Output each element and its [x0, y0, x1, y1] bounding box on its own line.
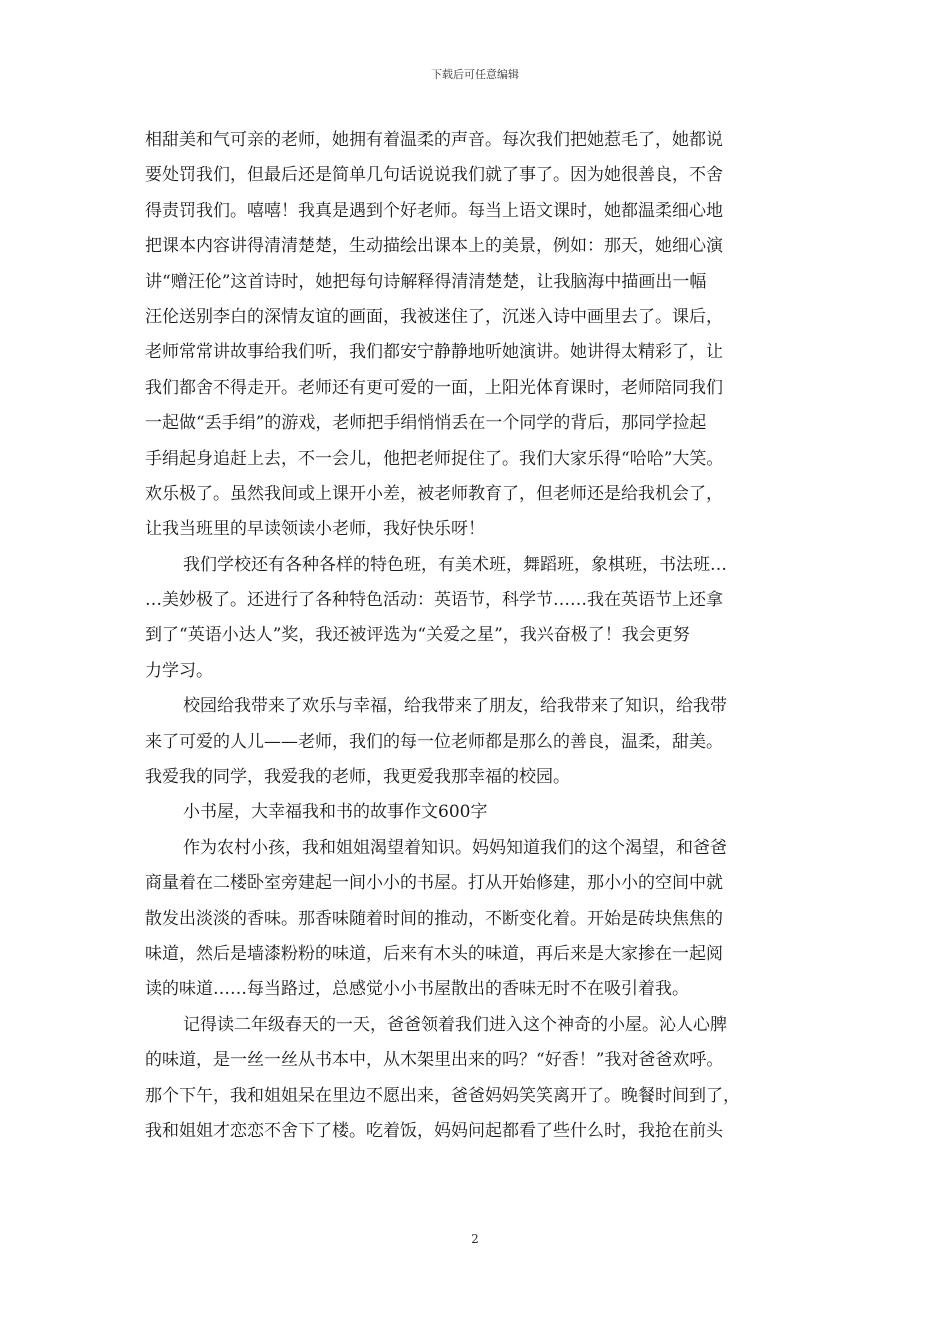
text-line: 我们学校还有各种各样的特色班，有美术班，舞蹈班，象棋班，书法班…	[183, 554, 727, 575]
text-line: 小书屋，大幸福我和书的故事作文600字	[183, 802, 488, 823]
text-line: 散发出淡淡的香味。那香味随着时间的推动，不断变化着。开始是砖块焦焦的	[145, 908, 723, 929]
text-line: 来了可爱的人儿——老师，我们的每一位老师都是那么的善良，温柔，甜美。	[145, 731, 723, 752]
text-line: 要处罚我们，但最后还是简单几句话说说我们就了事了。因为她很善良，不舍	[145, 165, 723, 186]
document-body	[145, 123, 810, 1149]
text-line: 我和姐姐才恋恋不舍下了楼。吃着饭，妈妈问起都看了些什么时，我抢在前头	[145, 1120, 723, 1141]
page-header: 下载后可任意编辑	[431, 68, 519, 81]
text-line: 的味道，是一丝一丝从书本中，从木架里出来的吗？“好香！”我对爸爸欢呼。	[145, 1050, 724, 1071]
text-line: 作为农村小孩，我和姐姐渴望着知识。妈妈知道我们的这个渴望，和爸爸	[183, 837, 727, 858]
text-line: …美妙极了。还进行了各种特色活动：英语节，科学节……我在英语节上还拿	[145, 590, 723, 611]
text-line: 讲“赠汪伦”这首诗时，她把每句诗解释得清清楚楚，让我脑海中描画出一幅	[145, 271, 707, 292]
text-line: 商量着在二楼卧室旁建起一间小小的书屋。打从开始修建，那小小的空间中就	[145, 873, 723, 894]
text-line: 老师常常讲故事给我们听，我们都安宁静静地听她演讲。她讲得太精彩了，让	[145, 342, 723, 363]
text-line: 让我当班里的早读领读小老师，我好快乐呀！	[145, 519, 485, 540]
text-line: 我爱我的同学，我爱我的老师，我更爱我那幸福的校园。	[145, 767, 570, 788]
text-line: 把课本内容讲得清清楚楚，生动描绘出课本上的美景，例如：那天，她细心演	[145, 236, 723, 257]
text-line: 读的味道……每当路过，总感觉小小书屋散出的香味无时不在吸引着我。	[145, 979, 689, 1000]
text-line: 到了“英语小达人”奖，我还被评选为“关爱之星”，我兴奋极了！我会更努	[145, 625, 690, 646]
text-line: 记得读二年级春天的一天，爸爸领着我们进入这个神奇的小屋。沁人心脾	[183, 1014, 727, 1035]
text-line: 校园给我带来了欢乐与幸福，给我带来了朋友，给我带来了知识，给我带	[183, 696, 727, 717]
text-line: 那个下午，我和姐姐呆在里边不愿出来，爸爸妈妈笑笑离开了。晚餐时间到了，	[145, 1085, 740, 1106]
page-number: 2	[471, 1232, 479, 1246]
text-line: 汪伦送别李白的深情友谊的画面，我被迷住了，沉迷入诗中画里去了。课后，	[145, 306, 723, 327]
text-line: 力学习。	[145, 660, 213, 681]
text-line: 手绢起身追赶上去，不一会儿，他把老师捉住了。我们大家乐得“哈哈”大笑。	[145, 448, 724, 469]
text-line: 一起做“丢手绢”的游戏，老师把手绢悄悄丢在一个同学的背后，那同学捡起	[145, 413, 707, 434]
text-line: 相甜美和气可亲的老师，她拥有着温柔的声音。每次我们把她惹毛了，她都说	[145, 130, 723, 150]
text-line: 味道，然后是墙漆粉粉的味道，后来有木头的味道，再后来是大家掺在一起阅	[145, 943, 723, 964]
text-line: 我们都舍不得走开。老师还有更可爱的一面，上阳光体育课时，老师陪同我们	[145, 377, 723, 398]
text-line: 欢乐极了。虽然我间或上课开小差，被老师教育了，但老师还是给我机会了，	[145, 483, 723, 504]
text-line: 得责罚我们。嘻嘻！我真是遇到个好老师。每当上语文课时，她都温柔细心地	[145, 200, 723, 221]
